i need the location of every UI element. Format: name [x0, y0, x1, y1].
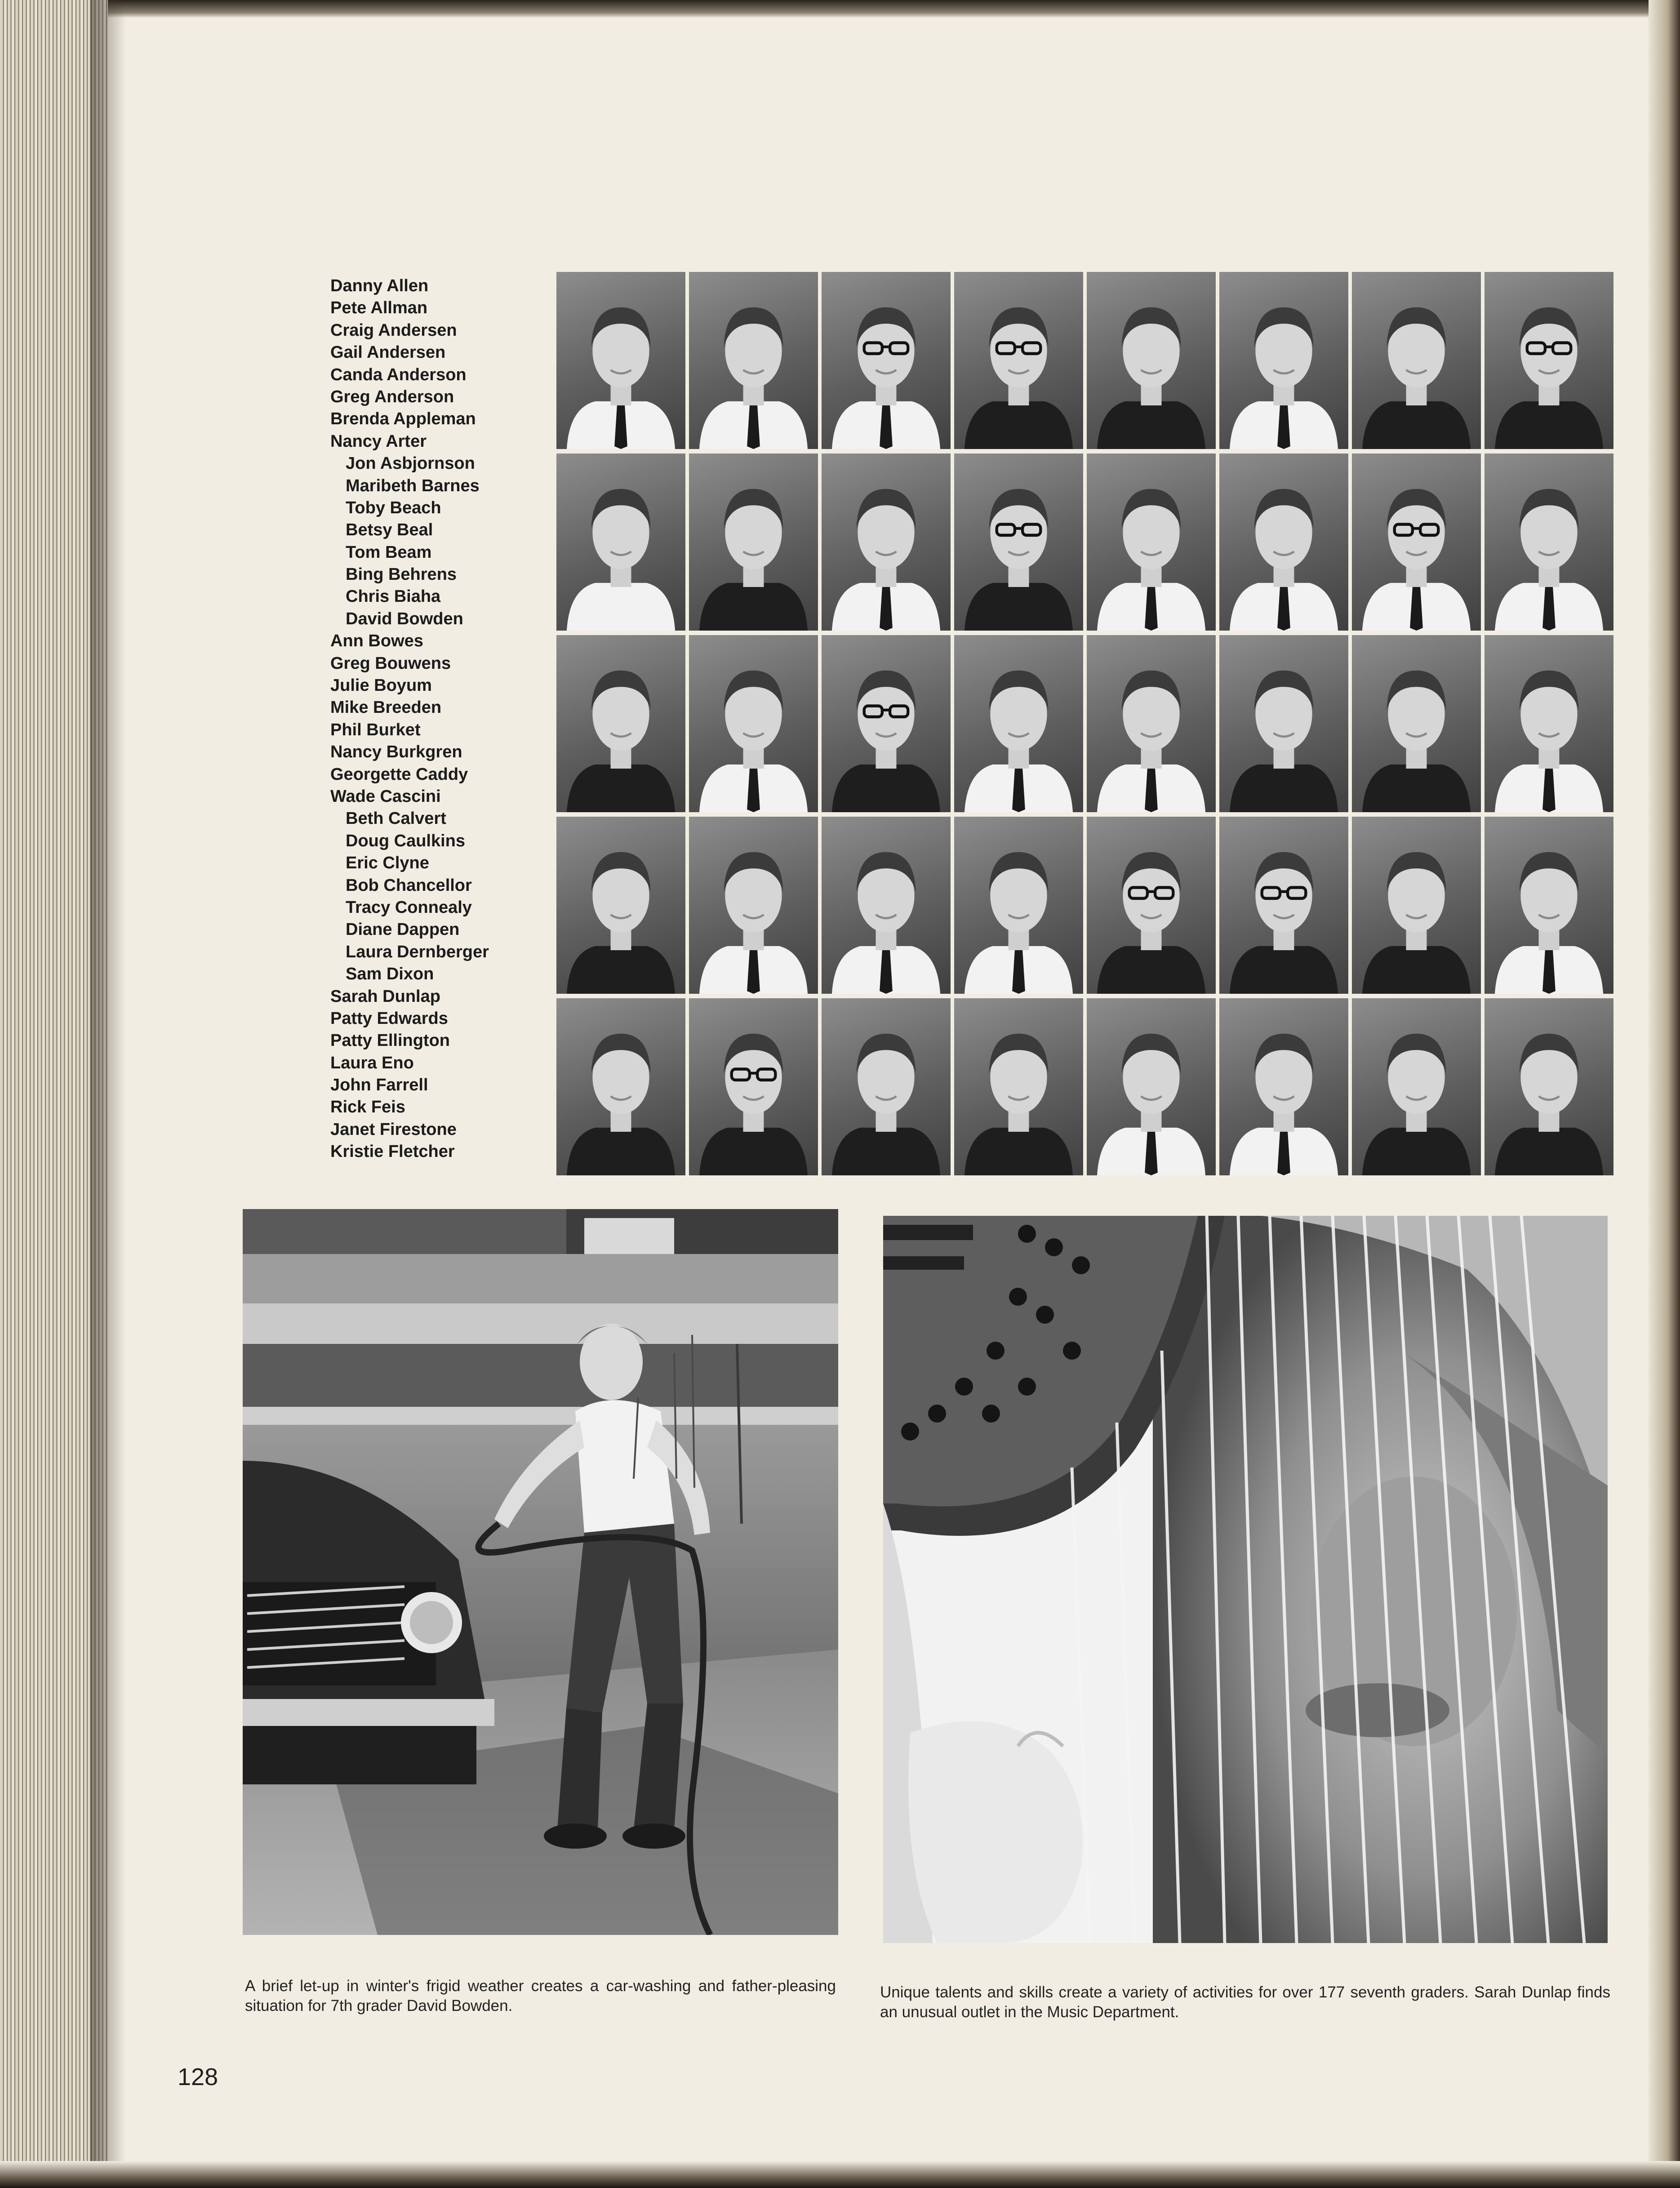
student-portrait [556, 817, 685, 994]
student-name: Laura Eno [330, 1053, 414, 1072]
student-portrait [1484, 454, 1613, 631]
portrait-silhouette [1484, 635, 1613, 812]
harp-player-photo [883, 1216, 1608, 1943]
portrait-silhouette [1087, 998, 1216, 1175]
student-portrait [689, 635, 818, 812]
student-name: Brenda Appleman [330, 409, 476, 429]
student-portrait [1219, 454, 1348, 631]
student-portrait [954, 635, 1083, 812]
student-portrait [822, 817, 951, 994]
portrait-silhouette [689, 998, 818, 1175]
portrait-silhouette [1219, 454, 1348, 631]
portrait-silhouette [556, 817, 685, 994]
student-name: Bob Chancellor [346, 876, 472, 895]
portrait-silhouette [689, 454, 818, 631]
portrait-silhouette [1087, 635, 1216, 812]
student-portrait [954, 998, 1083, 1175]
portrait-silhouette [1087, 272, 1216, 449]
student-name: Betsy Beal [346, 520, 433, 540]
student-name: Julie Boyum [330, 676, 432, 695]
student-portrait [1352, 635, 1481, 812]
student-name: Doug Caulkins [346, 831, 466, 850]
student-name: Beth Calvert [346, 809, 446, 828]
student-portrait [822, 635, 951, 812]
portrait-silhouette [822, 272, 951, 449]
student-name: David Bowden [346, 609, 463, 628]
student-portrait [1087, 272, 1216, 449]
student-name: Craig Andersen [330, 320, 457, 340]
student-portrait [1352, 454, 1481, 631]
student-name: Canda Anderson [330, 365, 467, 384]
student-portrait [689, 998, 818, 1175]
student-portrait [822, 998, 951, 1175]
student-name: Gail Andersen [330, 343, 446, 362]
portrait-silhouette [954, 272, 1083, 449]
student-name: Rick Feis [330, 1098, 405, 1117]
page-top-edge [0, 0, 1680, 18]
student-portrait [1484, 998, 1613, 1175]
student-name: Patty Ellington [330, 1031, 450, 1050]
portrait-silhouette [1352, 454, 1481, 631]
student-portrait [556, 272, 685, 449]
binding-shadow [90, 0, 126, 2188]
student-portrait [1087, 635, 1216, 812]
student-portrait [1219, 998, 1348, 1175]
portrait-silhouette [954, 635, 1083, 812]
student-name: John Farrell [330, 1076, 428, 1095]
portrait-silhouette [1484, 998, 1613, 1175]
student-name: Toby Beach [346, 498, 441, 517]
portrait-silhouette [556, 272, 685, 449]
student-name: Bing Behrens [346, 565, 457, 584]
portrait-silhouette [1484, 817, 1613, 994]
portrait-silhouette [954, 817, 1083, 994]
portrait-silhouette [1219, 635, 1348, 812]
student-portrait [1484, 635, 1613, 812]
student-name: Wade Cascini [330, 787, 441, 806]
portrait-silhouette [1484, 454, 1613, 631]
student-portrait [1219, 272, 1348, 449]
portrait-silhouette [1219, 998, 1348, 1175]
student-name: Greg Bouwens [330, 654, 451, 673]
student-name: Kristie Fletcher [330, 1142, 455, 1161]
student-name: Sarah Dunlap [330, 987, 440, 1006]
portrait-silhouette [1352, 817, 1481, 994]
portrait-silhouette [689, 272, 818, 449]
car-washing-photo-image [243, 1209, 838, 1935]
student-name: Greg Anderson [330, 387, 454, 406]
harp-photo-caption: Unique talents and skills create a variety of activities for over 177 seventh graders. Sarah Dunlap finds an unusual outlet in the Music Department. [880, 1983, 1610, 2021]
student-portrait [556, 454, 685, 631]
portrait-silhouette [1352, 998, 1481, 1175]
portrait-silhouette [1352, 635, 1481, 812]
student-name: Diane Dappen [346, 920, 460, 939]
portrait-silhouette [689, 635, 818, 812]
portrait-silhouette [556, 635, 685, 812]
page-right-edge [1649, 0, 1680, 2188]
student-portrait [1484, 272, 1613, 449]
portrait-silhouette [822, 454, 951, 631]
student-portrait [1352, 272, 1481, 449]
student-portrait [1087, 817, 1216, 994]
student-portrait [556, 998, 685, 1175]
student-name: Mike Breeden [330, 698, 442, 717]
harp-player-photo-image [883, 1216, 1608, 1943]
student-name: Nancy Arter [330, 431, 427, 451]
student-portrait [1219, 817, 1348, 994]
student-name: Pete Allman [330, 298, 428, 318]
portrait-silhouette [1219, 817, 1348, 994]
portrait-grid [556, 272, 1613, 1175]
student-name: Chris Biaha [346, 587, 441, 606]
student-portrait [556, 635, 685, 812]
student-portrait [1352, 817, 1481, 994]
car-photo-caption: A brief let-up in winter's frigid weather creates a car-washing and father-pleasing situation for 7th grader David Bowden. [245, 1977, 836, 2015]
student-names-list [330, 275, 519, 1163]
student-name: Danny Allen [330, 276, 429, 295]
student-portrait [689, 817, 818, 994]
student-portrait [689, 454, 818, 631]
student-name: Tracy Connealy [346, 898, 472, 917]
student-name: Sam Dixon [346, 965, 434, 984]
portrait-silhouette [1352, 272, 1481, 449]
portrait-silhouette [822, 635, 951, 812]
student-name: Maribeth Barnes [346, 476, 480, 495]
student-portrait [1087, 998, 1216, 1175]
student-name: Georgette Caddy [330, 765, 468, 784]
student-portrait [1087, 454, 1216, 631]
portrait-silhouette [822, 817, 951, 994]
portrait-silhouette [822, 998, 951, 1175]
student-portrait [689, 272, 818, 449]
portrait-silhouette [556, 454, 685, 631]
student-name: Tom Beam [346, 543, 432, 562]
portrait-silhouette [1087, 817, 1216, 994]
student-portrait [954, 454, 1083, 631]
student-name: Eric Clyne [346, 854, 429, 873]
student-name: Janet Firestone [330, 1120, 457, 1139]
portrait-silhouette [1087, 454, 1216, 631]
portrait-silhouette [1484, 272, 1613, 449]
student-portrait [954, 272, 1083, 449]
student-name: Patty Edwards [330, 1009, 448, 1028]
portrait-silhouette [954, 454, 1083, 631]
page-bottom-edge [0, 2161, 1680, 2188]
page-number: 128 [178, 2063, 218, 2090]
student-name: Laura Dernberger [346, 942, 489, 961]
student-portrait [1219, 635, 1348, 812]
student-portrait [954, 817, 1083, 994]
portrait-silhouette [1219, 272, 1348, 449]
portrait-silhouette [689, 817, 818, 994]
portrait-silhouette [954, 998, 1083, 1175]
student-portrait [822, 272, 951, 449]
student-portrait [1484, 817, 1613, 994]
student-name: Phil Burket [330, 720, 421, 739]
student-portrait [1352, 998, 1481, 1175]
car-washing-photo [243, 1209, 838, 1935]
student-name: Ann Bowes [330, 631, 423, 651]
student-portrait [822, 454, 951, 631]
student-name: Jon Asbjornson [346, 454, 475, 473]
portrait-silhouette [556, 998, 685, 1175]
student-name: Nancy Burkgren [330, 743, 462, 762]
